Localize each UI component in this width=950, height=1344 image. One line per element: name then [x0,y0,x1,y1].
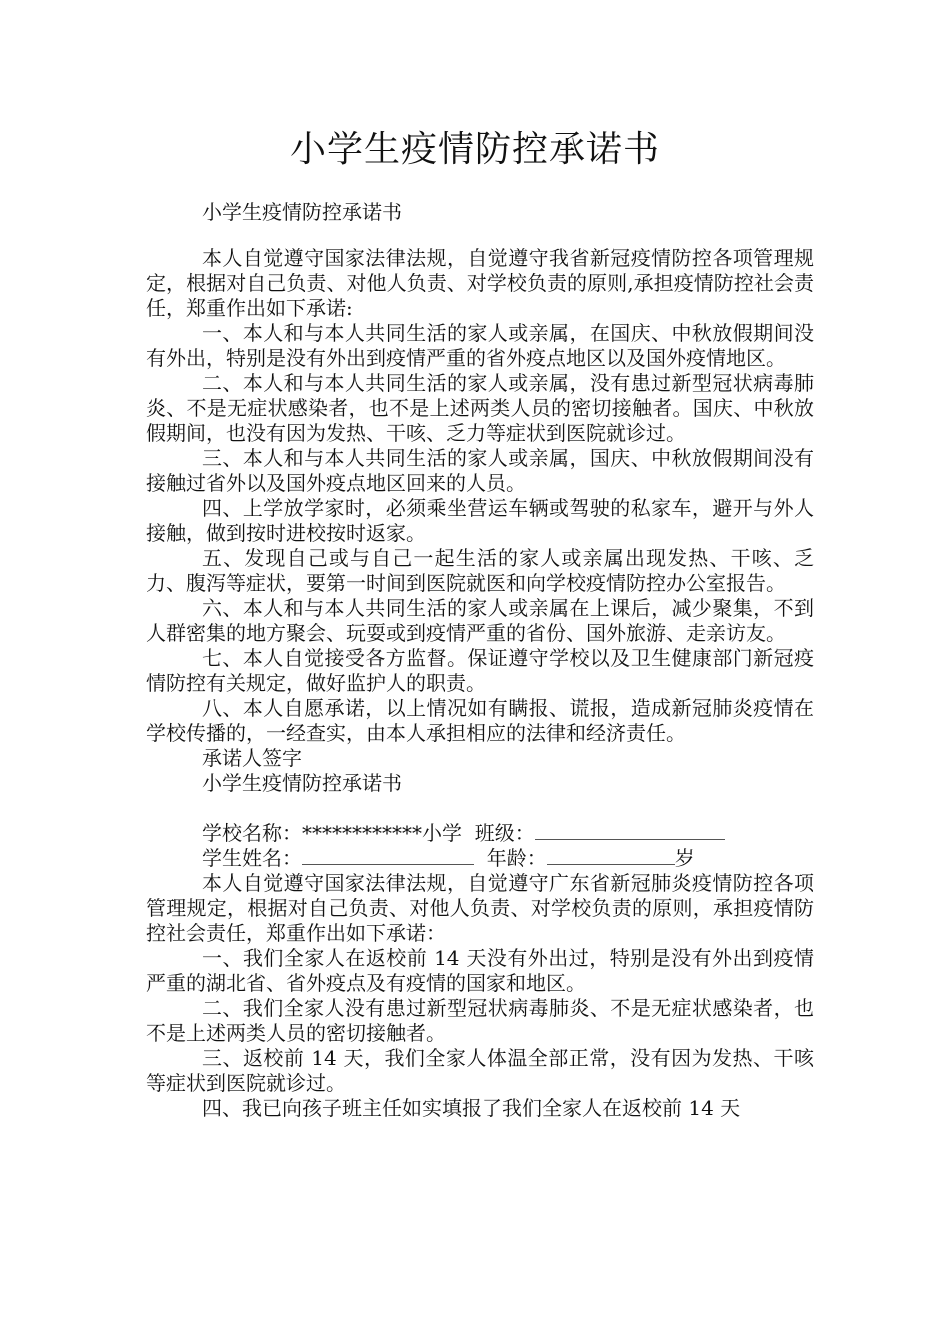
document-body [146,246,814,1121]
commitment-item: 四、我已向孩子班主任如实填报了我们全家人在返校前 14 天 [202,1096,741,1120]
school-name-label: 学校名称：************小学 [202,821,462,845]
signature-label: 承诺人签字 [202,746,302,770]
commitment-item: 七、本人自觉接受各方监督。保证遵守学校以及卫生健康部门新冠疫情防控有关规定，做好监护人的职责。 [146,646,814,695]
commitment-item: 八、本人自愿承诺，以上情况如有瞒报、谎报，造成新冠肺炎疫情在学校传播的，一经查实，由本人承担相应的法律和经济责任。 [146,696,814,745]
commitment-item: 二、本人和与本人共同生活的家人或亲属，没有患过新型冠状病毒肺炎、不是无症状感染者，也不是上述两类人员的密切接触者。国庆、中秋放假期间，也没有因为发热、干咳、乏力等症状到医院就诊过。 [146,371,814,445]
name-age-line [146,846,814,871]
commitment-intro-2: 本人自觉遵守国家法律法规，自觉遵守广东省新冠肺炎疫情防控各项管理规定，根据对自己负责、对他人负责、对学校负责的原则，承担疫情防控社会责任，郑重作出如下承诺： [146,871,814,945]
commitment-item: 三、返校前 14 天，我们全家人体温全部正常，没有因为发热、干咳等症状到医院就诊过。 [146,1046,814,1095]
commitment-item: 六、本人和与本人共同生活的家人或亲属在上课后，减少聚集，不到人群密集的地方聚会、玩耍或到疫情严重的省份、国外旅游、走亲访友。 [146,596,814,645]
document-title: 小学生疫情防控承诺书 [289,129,660,170]
commitment-item: 一、本人和与本人共同生活的家人或亲属，在国庆、中秋放假期间没有外出，特别是没有外出到疫情严重的省外疫点地区以及国外疫情地区。 [146,321,814,370]
blank-line [146,796,814,821]
section2-heading: 小学生疫情防控承诺书 [202,771,402,795]
age-unit: 岁 [674,846,695,870]
class-input-line[interactable] [535,821,725,840]
class-label: 班级： [474,821,535,845]
document-subtitle: 小学生疫情防控承诺书 [202,200,402,224]
student-name-label: 学生姓名： [202,846,302,870]
commitment-item: 五、发现自己或与自己一起生活的家人或亲属出现发热、干咳、乏力、腹泻等症状，要第一时间到医院就医和向学校疫情防控办公室报告。 [146,546,814,595]
commitment-item: 四、上学放学家时，必须乘坐营运车辆或驾驶的私家车，避开与外人接触，做到按时进校按时返家。 [146,496,814,545]
age-label: 年龄： [486,846,547,870]
commitment-item: 一、我们全家人在返校前 14 天没有外出过，特别是没有外出到疫情严重的湖北省、省外疫点及有疫情的国家和地区。 [146,946,814,995]
student-name-input-line[interactable] [302,846,474,865]
school-class-line [146,821,814,846]
commitment-intro: 本人自觉遵守国家法律法规，自觉遵守我省新冠疫情防控各项管理规定，根据对自己负责、对他人负责、对学校负责的原则,承担疫情防控社会责任，郑重作出如下承诺: [146,246,814,320]
age-input-line[interactable] [547,846,675,865]
commitment-item: 三、本人和与本人共同生活的家人或亲属，国庆、中秋放假期间没有接触过省外以及国外疫点地区回来的人员。 [146,446,814,495]
commitment-item: 二、我们全家人没有患过新型冠状病毒肺炎、不是无症状感染者，也不是上述两类人员的密切接触者。 [146,996,814,1045]
